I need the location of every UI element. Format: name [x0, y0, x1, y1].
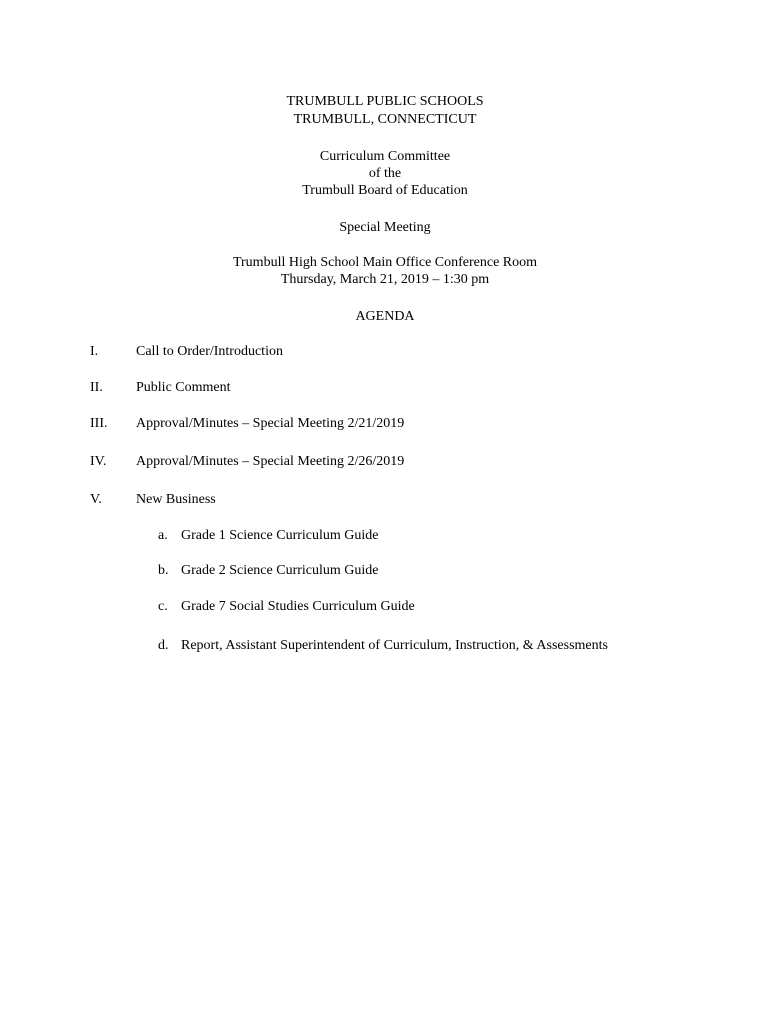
committee-of: of the — [368, 166, 402, 181]
agenda-subitem-text: Grade 2 Science Curriculum Guide — [181, 563, 379, 578]
meeting-location: Trumbull High School Main Office Conference Room — [232, 255, 538, 270]
agenda-subitem-text: Report, Assistant Superintendent of Curriculum, Instruction, & Assessments — [181, 638, 608, 653]
org-name: TRUMBULL PUBLIC SCHOOLS — [286, 94, 484, 109]
agenda-subitem-letter: a. — [158, 528, 168, 543]
agenda-subitem-text: Grade 1 Science Curriculum Guide — [181, 528, 379, 543]
org-location: TRUMBULL, CONNECTICUT — [293, 112, 477, 127]
agenda-subitem-text: Grade 7 Social Studies Curriculum Guide — [181, 599, 415, 614]
agenda-item-text: Call to Order/Introduction — [136, 344, 283, 359]
agenda-item-number: V. — [90, 492, 102, 507]
agenda-title: AGENDA — [355, 309, 415, 324]
agenda-subitem-letter: d. — [158, 638, 169, 653]
agenda-item-text: New Business — [136, 492, 216, 507]
meeting-type: Special Meeting — [339, 220, 431, 235]
agenda-item-number: IV. — [90, 454, 107, 469]
agenda-item-number: II. — [90, 380, 103, 395]
agenda-item-number: III. — [90, 416, 108, 431]
committee-name: Curriculum Committee — [319, 149, 451, 164]
agenda-subitem-letter: c. — [158, 599, 168, 614]
agenda-item-text: Public Comment — [136, 380, 231, 395]
agenda-item-text: Approval/Minutes – Special Meeting 2/26/2019 — [136, 454, 405, 469]
agenda-item-number: I. — [90, 344, 99, 359]
agenda-item-text: Approval/Minutes – Special Meeting 2/21/2019 — [136, 416, 405, 431]
agenda-subitem-letter: b. — [158, 563, 169, 578]
meeting-datetime: Thursday, March 21, 2019 – 1:30 pm — [280, 272, 490, 287]
board-name: Trumbull Board of Education — [302, 183, 468, 198]
